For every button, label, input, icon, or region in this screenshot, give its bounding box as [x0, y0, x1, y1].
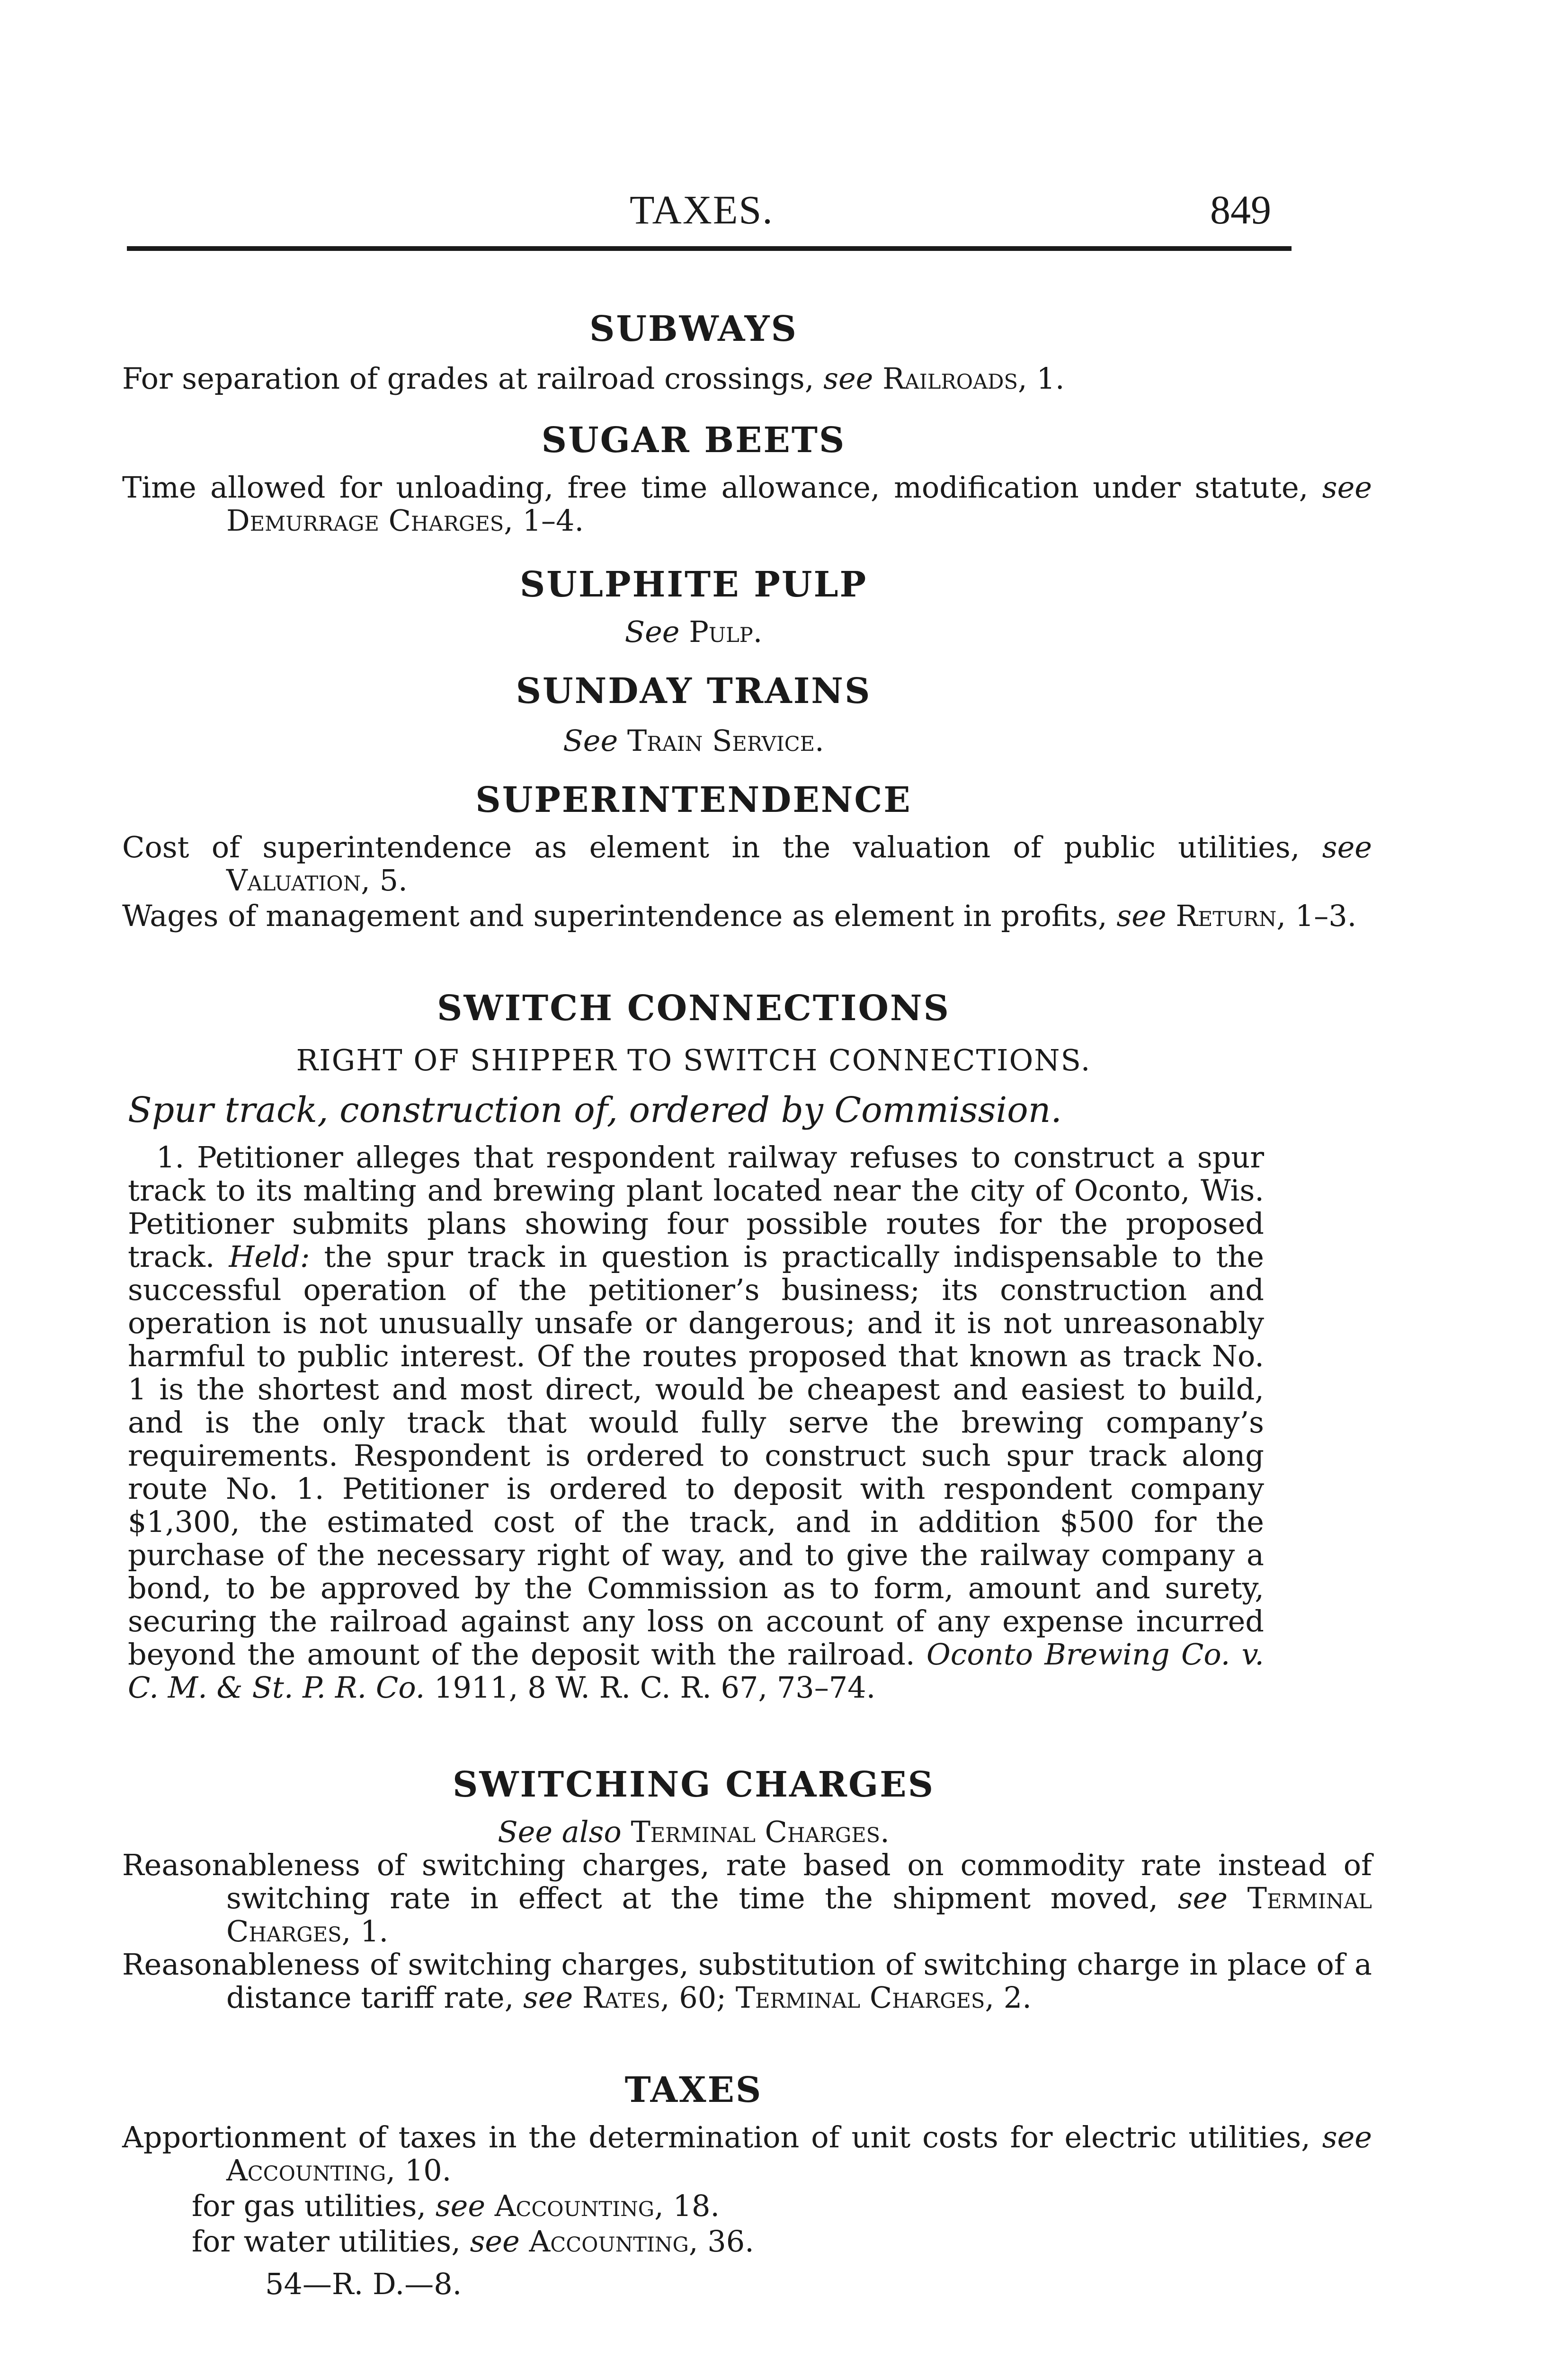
- entry-taxes-3: [192, 2225, 1233, 2258]
- entry-end: , 36.: [688, 2224, 754, 2259]
- switching-see-also-line: See also Terminal Charges.: [498, 1815, 890, 1849]
- cross-reference: Valuation: [226, 863, 361, 898]
- see-word: see: [1116, 899, 1167, 933]
- entry-end: , 5.: [361, 863, 408, 898]
- see-word: see: [1322, 2120, 1372, 2154]
- entry-switching-2: Reasonableness of switching charges, substitution of switching charge in place of a distance tariff rate, see Rates, 60; Terminal Charges, 2.: [122, 1947, 1372, 2015]
- entry-end: , 1–4.: [504, 503, 584, 538]
- case-paragraph-1: [128, 1141, 1264, 1704]
- entry-text: For separation of grades at railroad crossings,: [122, 361, 824, 396]
- entry-text: Wages of management and superintendence as element in profits,: [122, 899, 1117, 933]
- heading-sunday-trains: SUNDAY TRAINS: [516, 671, 872, 712]
- entry-subways-1: [122, 362, 1372, 395]
- entry-sugar-beets-1: [122, 471, 1372, 537]
- cross-reference: Terminal Charges: [226, 1881, 1372, 1949]
- sulphite-see-line: See Pulp.: [624, 614, 763, 649]
- subheading-right-of-shipper: RIGHT OF SHIPPER TO SWITCH CONNECTIONS.: [296, 1043, 1091, 1077]
- caption-spur-track: Spur track, construction of, ordered by Commission.: [128, 1090, 1062, 1130]
- heading-superintendence: SUPERINTENDENCE: [475, 780, 912, 820]
- paragraph-text: 1. Petitioner alleges that respondent railway refuses to construct a spur track to its malting and brewing plant located near the city of Oconto, Wis. Petitioner submits plans showing four possible routes for the proposed track.: [128, 1140, 1264, 1274]
- entry-text: Reasonableness of switching charges, substitution of switching charge in place of a distance tariff rate,: [122, 1947, 1372, 2015]
- entry-switching-1: [122, 1849, 1372, 1948]
- see-word: see: [1322, 470, 1372, 505]
- cross-reference: Train Service: [627, 723, 815, 758]
- heading-switching-charges: SWITCHING CHARGES: [452, 1764, 935, 1805]
- entry-taxes-1: [122, 2121, 1372, 2187]
- cross-reference: Pulp: [689, 614, 753, 649]
- heading-subways: SUBWAYS: [589, 309, 798, 349]
- entry-text: Reasonableness of switching charges, rate based on commodity rate instead of switching rate in effect at the time the shipment moved,: [122, 1848, 1372, 1915]
- see-word: see: [1177, 1881, 1228, 1915]
- see-word: see: [435, 2189, 486, 2223]
- entry-superintendence-1: [122, 831, 1372, 897]
- cross-reference: Rates: [582, 1980, 660, 2015]
- signature-mark: 54—R. D.—8.: [265, 2267, 462, 2301]
- entry-end: , 1.: [1017, 361, 1065, 396]
- page-number: 849: [1210, 187, 1271, 232]
- see-word: see: [523, 1980, 573, 2015]
- cross-reference: Railroads: [882, 361, 1018, 396]
- sunday-see-line: See Train Service.: [563, 723, 824, 758]
- case-name: Oconto Brewing Co. v. C. M. & St. P. R. Co.: [128, 1637, 1264, 1705]
- see-word: see: [823, 361, 873, 396]
- see-word: see: [1322, 830, 1372, 864]
- entry-text: for water utilities,: [192, 2224, 470, 2259]
- cross-reference: Accounting: [494, 2189, 655, 2223]
- cross-reference: Terminal Charges: [631, 1815, 881, 1849]
- entry-end: , 1.: [341, 1914, 389, 1949]
- cross-reference: Accounting: [226, 2153, 386, 2188]
- entry-superintendence-2: [122, 899, 1372, 933]
- case-citation: 1911, 8 W. R. C. R. 67, 73–74.: [425, 1670, 876, 1705]
- cross-reference: Return: [1176, 899, 1277, 933]
- entry-end: , 18.: [654, 2189, 720, 2223]
- see-word: See: [563, 723, 618, 758]
- see-word: See: [624, 614, 680, 649]
- entry-taxes-2: [192, 2189, 1233, 2223]
- entry-end: , 10.: [386, 2153, 452, 2188]
- heading-sulphite-pulp: SULPHITE PULP: [519, 564, 868, 605]
- entry-text: Time allowed for unloading, free time allowance, modification under statute,: [122, 470, 1322, 505]
- held-word: Held:: [229, 1239, 310, 1274]
- entry-end: , 1–3.: [1276, 899, 1357, 933]
- entry-text: for gas utilities,: [192, 2189, 436, 2223]
- entry-end: , 2.: [985, 1980, 1032, 2015]
- running-header-title: TAXES.: [630, 187, 774, 232]
- cross-reference-2: Terminal Charges: [735, 1980, 985, 2015]
- heading-sugar-beets: SUGAR BEETS: [541, 420, 846, 461]
- paragraph-text-cont: the spur track in question is practically indispensable to the successful operation of the petitioner’s business; its construction and operation is not unusually unsafe or dangerous; and it is not unreasonably harmful to public interest. Of the routes proposed that known as track No. 1 is the shortest and most direct, would be cheapest and easiest to build, and is the only track that would fully serve the brewing company’s requirements. Respondent is ordered to construct such spur track along route No. 1. Petitioner is ordered to deposit with respondent company $1,300, the estimated cost of the track, and in addition $500 for the purchase of the necessary right of way, and to give the railway company a bond, to be approved by the Commission as to form, amount and surety, securing the railroad against any loss on account of any expense incurred beyond the amount of the deposit with the railroad.: [128, 1239, 1264, 1672]
- see-also-word: See also: [498, 1815, 622, 1849]
- see-word: see: [470, 2224, 520, 2259]
- entry-text: Apportionment of taxes in the determination of unit costs for electric utilities,: [122, 2120, 1322, 2154]
- cross-reference: Demurrage Charges: [226, 503, 504, 538]
- cross-reference: Accounting: [529, 2224, 689, 2259]
- entry-text: Cost of superintendence as element in the valuation of public utilities,: [122, 830, 1322, 864]
- header-rule: [127, 246, 1292, 251]
- heading-taxes: TAXES: [624, 2070, 763, 2110]
- heading-switch-connections: SWITCH CONNECTIONS: [437, 988, 950, 1029]
